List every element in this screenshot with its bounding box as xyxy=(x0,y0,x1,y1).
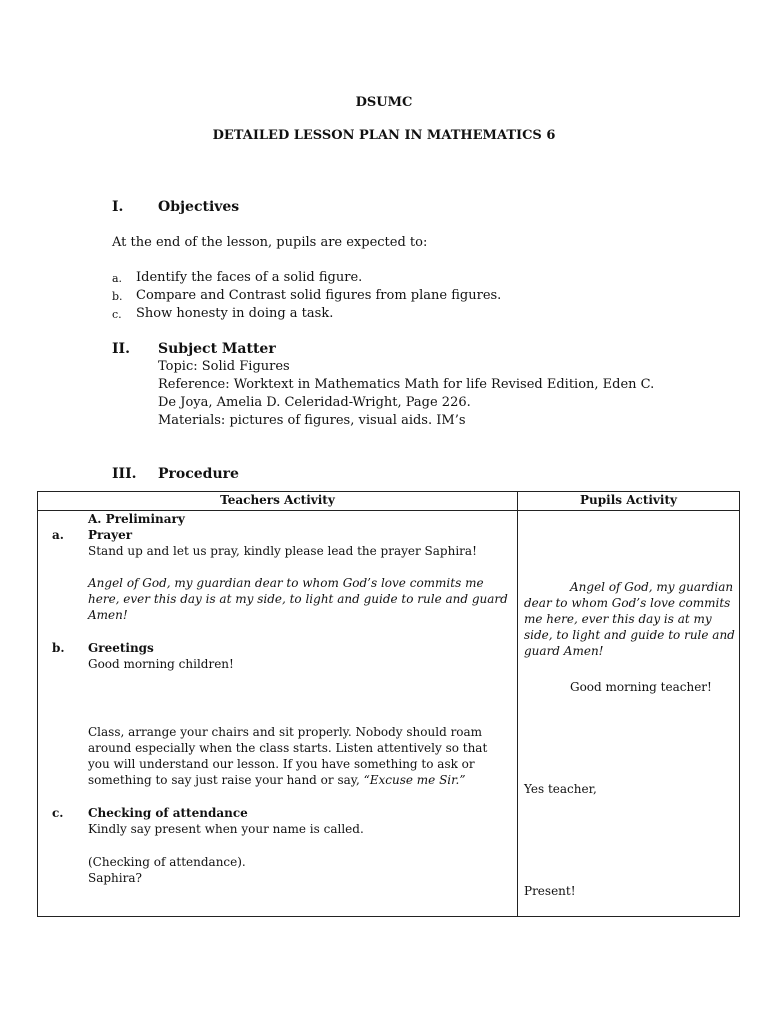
section-number-objectives: I. xyxy=(112,199,124,215)
pupil-prayer-line: me here, ever this day is at my xyxy=(524,612,712,626)
greetings-text: Good morning children! xyxy=(88,657,234,671)
table-header-row xyxy=(38,492,740,511)
header-pupils-activity: Pupils Activity xyxy=(518,492,740,511)
class-instruction-text: something to say just raise your hand or say, xyxy=(88,773,364,787)
prayer-line: Angel of God, my guardian dear to whom God’s love commits me xyxy=(88,576,484,590)
school-name: DSUMC xyxy=(355,95,413,110)
attendance-instruction: Kindly say present when your name is called. xyxy=(88,822,364,836)
pupil-cell xyxy=(518,511,740,917)
pupil-present-reply: Present! xyxy=(524,884,576,898)
list-letter: a. xyxy=(52,528,64,542)
subject-line: Reference: Worktext in Mathematics Math for life Revised Edition, Eden C. xyxy=(158,377,655,392)
list-letter: c. xyxy=(52,806,64,820)
greetings-label: Greetings xyxy=(88,641,154,655)
pupil-yes-reply: Yes teacher, xyxy=(524,782,597,796)
objective-item: Compare and Contrast solid figures from plane figures. xyxy=(136,288,502,303)
pupil-prayer-line: guard Amen! xyxy=(524,644,604,658)
attendance-check: (Checking of attendance). xyxy=(88,855,246,869)
section-number-procedure: III. xyxy=(112,466,137,482)
subject-line: Topic: Solid Figures xyxy=(158,359,290,374)
objectives-intro: At the end of the lesson, pupils are expected to: xyxy=(112,235,428,250)
pupil-prayer-line: side, to light and guide to rule and xyxy=(524,628,735,642)
attendance-name: Saphira? xyxy=(88,871,142,885)
pupil-prayer-line: dear to whom God’s love commits xyxy=(524,596,731,610)
prayer-instruction: Stand up and let us pray, kindly please lead the prayer Saphira! xyxy=(88,544,477,558)
procedure-table xyxy=(37,491,740,917)
list-letter: b. xyxy=(52,641,65,655)
section-title-objectives: Objectives xyxy=(158,199,240,215)
section-number-subject: II. xyxy=(112,341,130,357)
prayer-label: Prayer xyxy=(88,528,133,542)
objective-item: Show honesty in doing a task. xyxy=(136,306,334,321)
class-instruction-line: around especially when the class starts. Listen attentively so that xyxy=(88,741,488,755)
pupil-prayer-line: Angel of God, my guardian xyxy=(570,580,734,594)
subject-line: Materials: pictures of figures, visual aids. IM’s xyxy=(158,413,466,428)
prayer-line: here, ever this day is at my side, to light and guide to rule and guard xyxy=(88,592,508,606)
teacher-cell xyxy=(38,511,518,917)
preliminary-heading: A. Preliminary xyxy=(88,512,185,526)
list-letter: c. xyxy=(112,308,122,321)
list-letter: b. xyxy=(112,290,123,303)
section-title-procedure: Procedure xyxy=(158,466,239,482)
excuse-me-quote: “Excuse me Sir.” xyxy=(363,773,466,787)
prayer-line: Amen! xyxy=(88,608,128,622)
table-row xyxy=(38,511,740,917)
pupil-greeting-reply: Good morning teacher! xyxy=(570,680,712,694)
class-instruction-line: you will understand our lesson. If you have something to ask or xyxy=(88,757,475,771)
class-instruction-line: Class, arrange your chairs and sit properly. Nobody should roam xyxy=(88,725,483,739)
objective-item: Identify the faces of a solid figure. xyxy=(136,270,363,285)
header-teachers-activity: Teachers Activity xyxy=(38,492,518,511)
list-letter: a. xyxy=(112,272,123,285)
attendance-label: Checking of attendance xyxy=(88,806,248,820)
section-title-subject: Subject Matter xyxy=(158,341,276,357)
document-title: DETAILED LESSON PLAN IN MATHEMATICS 6 xyxy=(212,128,556,143)
subject-line: De Joya, Amelia D. Celeridad-Wright, Page 226. xyxy=(158,395,471,410)
class-instruction-line xyxy=(88,772,466,788)
